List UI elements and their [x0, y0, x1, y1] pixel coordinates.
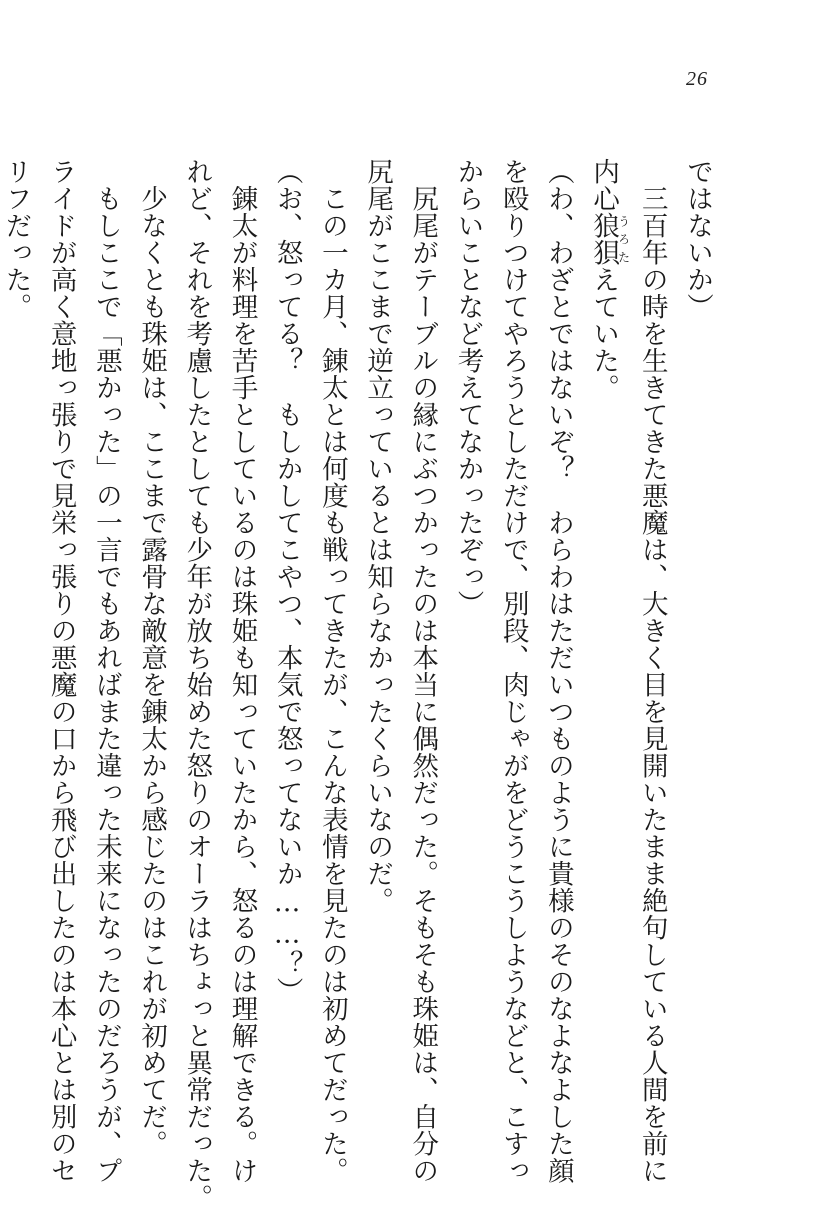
text-line-15: ライドが高く意地っ張りで見栄っ張りの悪魔の口から飛び出したのは本心とは別のセ — [45, 158, 77, 1184]
text-line-11: 錬太が料理を苦手としているのは珠姫も知っていたから、怒るのは理解できる。け — [226, 158, 258, 1184]
text-line-7: 尻尾がテーブルの縁にぶつかったのは本当に偶然だった。そもそも珠姫は、自分の — [407, 158, 439, 1184]
page-number: 26 — [686, 68, 708, 90]
text-line-3: 内心狼狽うろたえていた。 — [588, 158, 631, 401]
text-line-6: からいことなど考えてなかったぞっ） — [452, 158, 484, 617]
text-line-10: （お、怒ってる？ もしかしてこやつ、本気で怒ってないか……？） — [271, 158, 303, 1004]
text-line-16: リフだった。 — [0, 158, 32, 320]
text-line-2: 三百年の時を生きてきた悪魔は、大きく目を見開いたまま絶句している人間を前に — [636, 158, 668, 1184]
vertical-text-body — [0, 158, 720, 1211]
ruby-reading: うろた — [616, 212, 631, 266]
text-line-5: を殴りつけてやろうとしただけで、別段、肉じゃがをどうこうしようなどと、こすっ — [497, 158, 529, 1184]
text-line-13: 少なくとも珠姫は、ここまで露骨な敵意を錬太から感じたのはこれが初めてだ。 — [136, 158, 168, 1157]
ruby-annotation: 狼狽うろた — [588, 212, 631, 266]
text-line-12: れど、それを考慮したとしても少年が放ち始めた怒りのオーラはちょっと異常だった。 — [181, 158, 213, 1211]
text-line-9: この一カ月、錬太とは何度も戦ってきたが、こんな表情を見たのは初めてだった。 — [316, 158, 348, 1184]
text-line-4: （わ、わざとではないぞ？ わらわはただいつものように貴様のそのなよなよした顔 — [542, 158, 574, 1184]
text-line-14: もしここで「悪かった」の一言でもあればまた違った未来になったのだろうが、プ — [90, 158, 122, 1184]
text-line-1: ではないか） — [682, 158, 713, 320]
text-line-8: 尻尾がここまで逆立っているとは知らなかったくらいなのだ。 — [362, 158, 394, 914]
